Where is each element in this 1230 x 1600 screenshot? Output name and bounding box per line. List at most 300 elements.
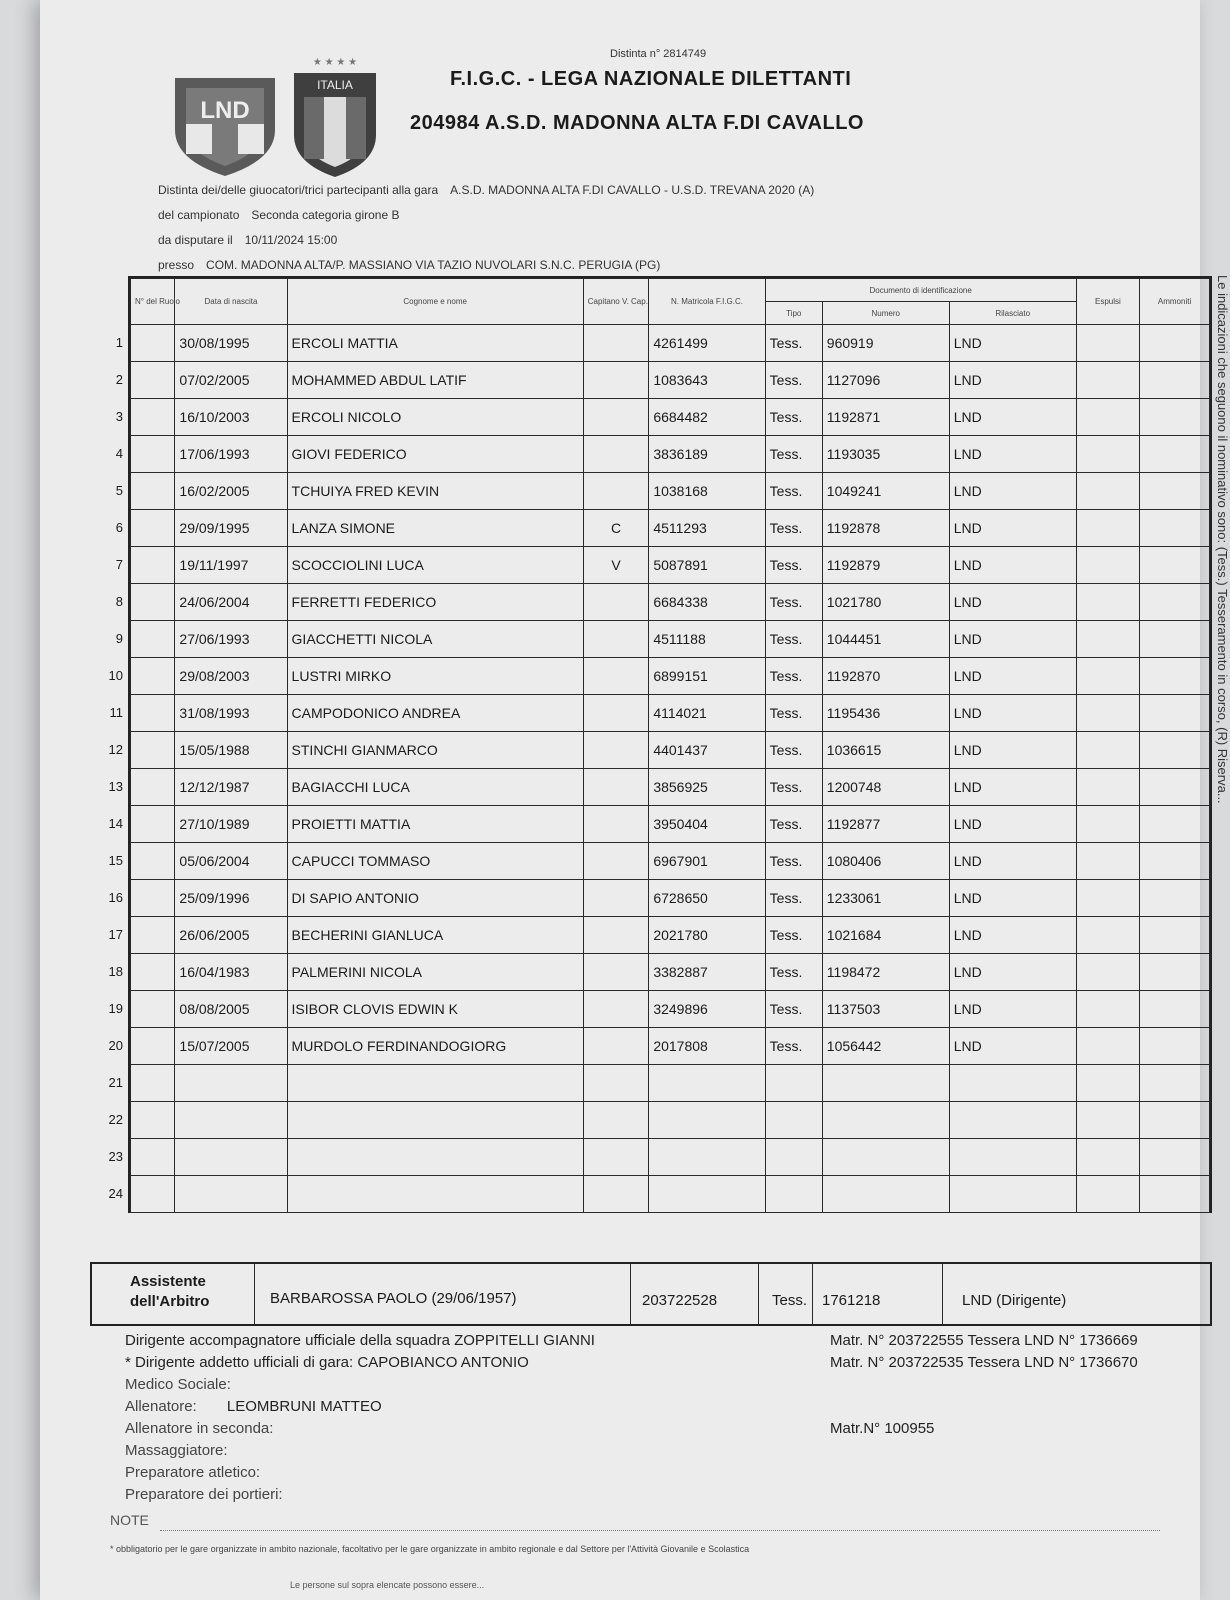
cell-empty [1140,658,1210,695]
info-line-match: Distinta dei/delle giuocatori/trici partecipanti alla gara A.S.D. MADONNA ALTA F.DI CAVALLO - U.S.D. TREVANA 2020 (A) [158,183,815,197]
cell-num [822,1065,949,1102]
cell-ril: LND [949,621,1076,658]
cell-matr: 6684482 [649,399,765,436]
cell-dob: 17/06/1993 [175,436,287,473]
svg-text:★ ★ ★ ★: ★ ★ ★ ★ [312,57,358,68]
cell-empty [1140,547,1210,584]
table-row [131,473,1210,510]
staff-massaggiatore: Massaggiatore: [125,1442,228,1459]
cell-matr: 3950404 [649,806,765,843]
cell-empty [115,436,175,473]
cell-empty [1076,510,1139,547]
cell-matr: 4511293 [649,510,765,547]
assistant-numero: 1761218 [822,1292,881,1309]
cell-ril: LND [949,510,1076,547]
side-legend: Le indicazioni che seguono il nominativo sono: (Tess.) Tesseramento in corso, (R) Riserva... [1215,275,1230,804]
cell-dob: 25/09/1996 [175,880,287,917]
col-ruolo: N° del Ruolo [131,279,175,325]
cell-empty [1140,362,1210,399]
info-line-venue: presso COM. MADONNA ALTA/P. MASSIANO VIA TAZIO NUVOLARI S.N.C. PERUGIA (PG) [158,258,661,272]
cell-empty [1076,695,1139,732]
cell-empty [1140,584,1210,621]
cell-dob: 31/08/1993 [175,695,287,732]
cell-cap [583,917,649,954]
cell-dob: 15/05/1988 [175,732,287,769]
cell-dob: 29/09/1995 [175,510,287,547]
cell-empty [1140,732,1210,769]
cell-empty [115,325,175,362]
cell-cap [583,362,649,399]
cell-empty [1076,362,1139,399]
cell-name: GIOVI FEDERICO [287,436,583,473]
cell-empty [1140,843,1210,880]
table-row [131,621,1210,658]
cell-num: 1127096 [822,362,949,399]
cell-empty [108,1139,175,1176]
row-number: 7 [115,557,123,572]
cell-matr: 6899151 [649,658,765,695]
cell-num: 1044451 [822,621,949,658]
cell-dob: 19/11/1997 [175,547,287,584]
table-row [131,1102,1210,1139]
cell-matr: 4261499 [649,325,765,362]
col-espulsi: Espulsi [1076,279,1139,325]
cell-dob: 08/08/2005 [175,991,287,1028]
cell-tipo: Tess. [765,732,822,769]
cell-num: 1193035 [822,436,949,473]
staff-allenatore-seconda: Allenatore in seconda: Matr.N° 100955 [125,1420,935,1437]
row-number: 21 [108,1075,123,1090]
cell-tipo: Tess. [765,325,822,362]
col-matricola: N. Matricola F.I.G.C. [649,279,765,325]
cell-cap [583,732,649,769]
cell-cap [583,325,649,362]
cell-tipo: Tess. [765,843,822,880]
cell-cap: V [583,547,649,584]
cell-empty [108,732,175,769]
cell-empty [108,1102,175,1139]
cell-num: 1021684 [822,917,949,954]
cell-empty [1076,399,1139,436]
cell-empty [115,362,175,399]
cell-empty [1076,1065,1139,1102]
table-row [131,695,1210,732]
cell-empty [108,806,175,843]
cell-matr: 1083643 [649,362,765,399]
cell-num [822,1176,949,1213]
cell-cap [583,954,649,991]
row-number: 16 [108,890,123,905]
cell-ril: LND [949,769,1076,806]
cell-tipo: Tess. [765,769,822,806]
table-row [131,436,1210,473]
cell-empty [1140,1028,1210,1065]
cell-empty [1140,1065,1210,1102]
cell-ril: LND [949,399,1076,436]
cell-dob: 27/10/1989 [175,806,287,843]
cell-cap: C [583,510,649,547]
cell-num [822,1139,949,1176]
document-header [120,40,1120,180]
cell-cap [583,473,649,510]
col-documento: Documento di identificazione [765,279,1076,302]
cell-dob: 16/04/1983 [175,954,287,991]
cell-ril: LND [949,917,1076,954]
table-row [131,510,1210,547]
row-number: 23 [108,1149,123,1164]
cell-empty [108,1065,175,1102]
cell-dob [175,1102,287,1139]
cell-dob [175,1065,287,1102]
cell-ril: LND [949,584,1076,621]
cell-name: BAGIACCHI LUCA [287,769,583,806]
cell-ril: LND [949,362,1076,399]
cell-num: 1195436 [822,695,949,732]
cell-cap [583,1102,649,1139]
roster-table [108,278,1210,1213]
lnd-logo [170,70,280,180]
row-number: 19 [108,1001,123,1016]
cell-empty [1076,325,1139,362]
cell-cap [583,621,649,658]
cell-matr: 4401437 [649,732,765,769]
footer-note-2: Le persone sul sopra elencate possono essere... [290,1580,485,1590]
cell-num: 1192879 [822,547,949,584]
cell-empty [108,843,175,880]
row-number: 13 [108,779,123,794]
cell-name: STINCHI GIANMARCO [287,732,583,769]
table-row [131,1176,1210,1213]
cell-name: CAPUCCI TOMMASO [287,843,583,880]
cell-empty [115,621,175,658]
col-capitano: Capitano V. Cap. [583,279,649,325]
row-number: 4 [115,446,123,461]
row-number: 14 [108,816,123,831]
cell-cap [583,769,649,806]
roster-sheet [108,276,1212,1213]
cell-dob: 16/10/2003 [175,399,287,436]
info-line-championship: del campionato Seconda categoria girone B [158,208,400,222]
row-number: 8 [115,594,123,609]
cell-ril: LND [949,473,1076,510]
row-number: 6 [115,520,123,535]
col-nome: Cognome e nome [287,279,583,325]
cell-matr: 2017808 [649,1028,765,1065]
cell-matr: 2021780 [649,917,765,954]
document-sheet [40,0,1230,1600]
table-row [131,732,1210,769]
cell-name [287,1102,583,1139]
cell-num: 1056442 [822,1028,949,1065]
cell-tipo: Tess. [765,584,822,621]
cell-cap [583,1065,649,1102]
cell-num: 1233061 [822,880,949,917]
cell-empty [1076,769,1139,806]
cell-cap [583,399,649,436]
table-row [131,880,1210,917]
cell-num: 1036615 [822,732,949,769]
cell-ril: LND [949,806,1076,843]
cell-ril [949,1102,1076,1139]
cell-name: FERRETTI FEDERICO [287,584,583,621]
cell-tipo: Tess. [765,806,822,843]
table-row [131,584,1210,621]
col-numero: Numero [822,302,949,325]
cell-ril [949,1139,1076,1176]
federation-title: F.I.G.C. - LEGA NAZIONALE DILETTANTI [450,68,852,90]
cell-empty [1076,880,1139,917]
cell-num: 1192870 [822,658,949,695]
col-tipo: Tipo [765,302,822,325]
cell-matr [649,1139,765,1176]
cell-ril: LND [949,991,1076,1028]
cell-cap [583,1028,649,1065]
cell-name: MOHAMMED ABDUL LATIF [287,362,583,399]
cell-name: SCOCCIOLINI LUCA [287,547,583,584]
cell-dob [175,1176,287,1213]
cell-empty [1076,584,1139,621]
staff-preparatore-portieri: Preparatore dei portieri: [125,1486,283,1503]
cell-num: 1192877 [822,806,949,843]
cell-tipo [765,1065,822,1102]
cell-name: TCHUIYA FRED KEVIN [287,473,583,510]
cell-tipo [765,1176,822,1213]
cell-empty [108,1176,175,1213]
cell-cap [583,658,649,695]
cell-dob: 30/08/1995 [175,325,287,362]
cell-empty [115,399,175,436]
cell-empty [1140,621,1210,658]
cell-empty [1140,880,1210,917]
cell-cap [583,695,649,732]
cell-ril: LND [949,695,1076,732]
table-row [131,769,1210,806]
row-number: 15 [108,853,123,868]
cell-num: 1198472 [822,954,949,991]
cell-tipo: Tess. [765,954,822,991]
table-row [131,658,1210,695]
cell-matr: 5087891 [649,547,765,584]
row-number: 12 [108,742,123,757]
staff-medico: Medico Sociale: [125,1376,231,1393]
staff-preparatore-atletico: Preparatore atletico: [125,1464,261,1481]
cell-matr: 3836189 [649,436,765,473]
row-number: 9 [115,631,123,646]
cell-empty [1076,473,1139,510]
cell-tipo [765,1139,822,1176]
cell-tipo: Tess. [765,547,822,584]
cell-dob: 07/02/2005 [175,362,287,399]
cell-cap [583,806,649,843]
italia-logo [290,55,380,180]
table-row [131,843,1210,880]
cell-empty [1140,769,1210,806]
cell-empty [1076,1139,1139,1176]
cell-matr: 3856925 [649,769,765,806]
cell-empty [1076,954,1139,991]
distinta-number: Distinta n° 2814749 [610,48,707,60]
cell-num: 960919 [822,325,949,362]
cell-num [822,1102,949,1139]
cell-empty [115,510,175,547]
cell-tipo: Tess. [765,917,822,954]
cell-empty [1076,843,1139,880]
cell-matr: 4114021 [649,695,765,732]
cell-ril: LND [949,880,1076,917]
table-row [131,991,1210,1028]
info-line-date: da disputare il 10/11/2024 15:00 [158,233,338,247]
table-row [131,917,1210,954]
svg-text:LND: LND [200,97,250,124]
cell-empty [1140,1176,1210,1213]
cell-name: ISIBOR CLOVIS EDWIN K [287,991,583,1028]
cell-num: 1021780 [822,584,949,621]
cell-empty [1076,1102,1139,1139]
cell-dob: 27/06/1993 [175,621,287,658]
cell-name: PROIETTI MATTIA [287,806,583,843]
cell-tipo: Tess. [765,510,822,547]
cell-matr: 3249896 [649,991,765,1028]
cell-name [287,1139,583,1176]
cell-num: 1049241 [822,473,949,510]
cell-tipo: Tess. [765,473,822,510]
cell-cap [583,1139,649,1176]
cell-name: ERCOLI NICOLO [287,399,583,436]
table-row [131,362,1210,399]
cell-name: DI SAPIO ANTONIO [287,880,583,917]
cell-cap [583,1176,649,1213]
cell-dob: 16/02/2005 [175,473,287,510]
cell-empty [1140,399,1210,436]
cell-dob [175,1139,287,1176]
cell-empty [1140,806,1210,843]
cell-empty [108,991,175,1028]
cell-empty [1140,436,1210,473]
col-nascita: Data di nascita [175,279,287,325]
cell-empty [108,880,175,917]
cell-tipo: Tess. [765,436,822,473]
cell-cap [583,880,649,917]
cell-empty [1076,991,1139,1028]
cell-cap [583,843,649,880]
row-number: 18 [108,964,123,979]
cell-ril: LND [949,1028,1076,1065]
staff-dirigente-accompagnatore: Dirigente accompagnatore ufficiale della squadra ZOPPITELLI GIANNI Matr. N° 203722555 Tessera LND N° 1736669 [125,1332,1138,1349]
row-number: 22 [108,1112,123,1127]
cell-empty [1140,954,1210,991]
cell-cap [583,584,649,621]
cell-matr [649,1102,765,1139]
row-number: 11 [109,705,123,720]
assistant-name: BARBAROSSA PAOLO (29/06/1957) [270,1290,517,1307]
cell-num: 1192878 [822,510,949,547]
cell-empty [1140,473,1210,510]
cell-cap [583,436,649,473]
cell-matr: 1038168 [649,473,765,510]
cell-dob: 29/08/2003 [175,658,287,695]
cell-empty [108,769,175,806]
cell-name: PALMERINI NICOLA [287,954,583,991]
cell-tipo: Tess. [765,362,822,399]
cell-matr [649,1065,765,1102]
cell-name: BECHERINI GIANLUCA [287,917,583,954]
cell-tipo: Tess. [765,621,822,658]
cell-empty [115,547,175,584]
cell-ril: LND [949,954,1076,991]
cell-tipo [765,1102,822,1139]
cell-tipo: Tess. [765,399,822,436]
cell-matr [649,1176,765,1213]
cell-ril: LND [949,325,1076,362]
cell-ril: LND [949,547,1076,584]
cell-name: LUSTRI MIRKO [287,658,583,695]
table-row [131,1028,1210,1065]
cell-dob: 15/07/2005 [175,1028,287,1065]
table-row [131,806,1210,843]
cell-name: MURDOLO FERDINANDOGIORG [287,1028,583,1065]
cell-empty [1140,695,1210,732]
cell-name [287,1176,583,1213]
cell-empty [1076,806,1139,843]
cell-empty [1076,658,1139,695]
staff-dirigente-addetto: * Dirigente addetto ufficiali di gara: CAPOBIANCO ANTONIO Matr. N° 203722535 Tessera LND N° 1736670 [125,1354,1138,1371]
row-number: 24 [108,1186,123,1201]
cell-ril: LND [949,843,1076,880]
cell-tipo: Tess. [765,695,822,732]
cell-empty [1076,436,1139,473]
note-label: NOTE [110,1512,149,1528]
cell-tipo: Tess. [765,658,822,695]
assistant-matricola: 203722528 [642,1292,718,1309]
cell-dob: 12/12/1987 [175,769,287,806]
cell-empty [1140,325,1210,362]
note-line [160,1530,1160,1531]
cell-ril: LND [949,732,1076,769]
cell-empty [1076,732,1139,769]
cell-tipo: Tess. [765,991,822,1028]
cell-num: 1200748 [822,769,949,806]
cell-empty [108,658,175,695]
table-row [131,954,1210,991]
cell-empty [115,473,175,510]
table-row [131,1139,1210,1176]
table-row [131,325,1210,362]
footer-note: * obbligatorio per le gare organizzate in ambito nazionale, facoltativo per le gare organizzate in ambito regionale e dal Settore per l'Attività Giovanile e Scolastica [110,1544,750,1554]
cell-empty [1076,547,1139,584]
cell-ril: LND [949,436,1076,473]
table-row [131,1065,1210,1102]
cell-matr: 6967901 [649,843,765,880]
cell-empty [108,917,175,954]
row-number: 17 [108,927,123,942]
cell-ril [949,1176,1076,1213]
cell-name: CAMPODONICO ANDREA [287,695,583,732]
row-number: 3 [115,409,123,424]
cell-matr: 6684338 [649,584,765,621]
cell-num: 1137503 [822,991,949,1028]
cell-ril: LND [949,658,1076,695]
cell-tipo: Tess. [765,880,822,917]
cell-empty [1076,1176,1139,1213]
cell-ril [949,1065,1076,1102]
cell-name: LANZA SIMONE [287,510,583,547]
staff-section [125,1330,1225,1506]
cell-matr: 3382887 [649,954,765,991]
row-number: 20 [108,1038,123,1053]
cell-empty [108,1028,175,1065]
row-number: 1 [115,335,123,350]
match-info [158,178,1198,278]
